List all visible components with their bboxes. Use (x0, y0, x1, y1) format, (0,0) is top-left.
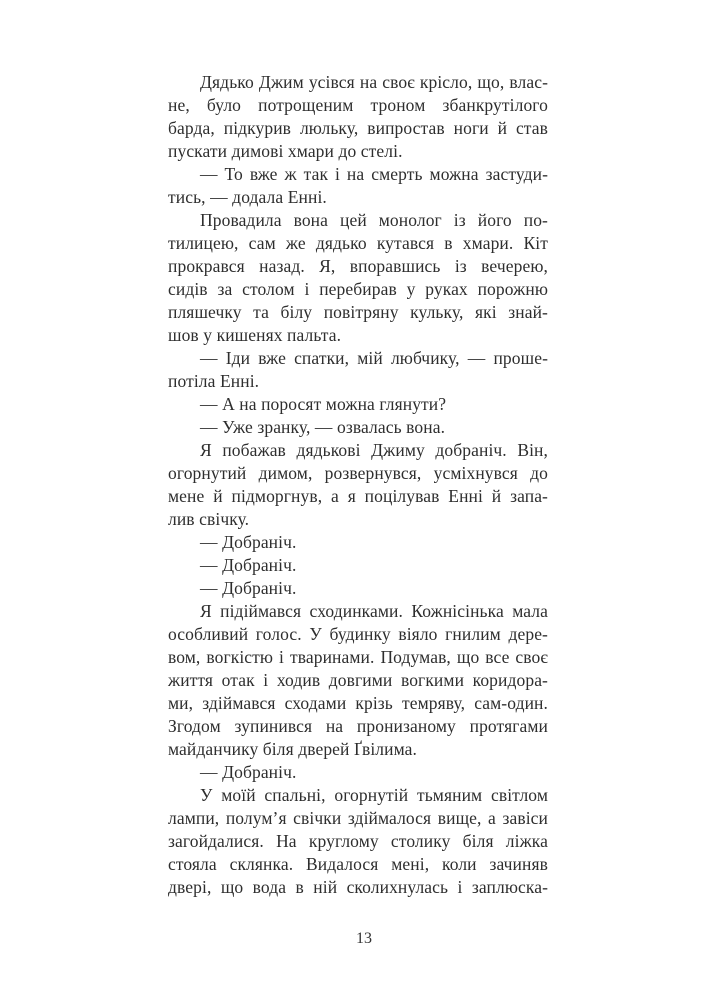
text-line: лив свічку. (168, 509, 250, 529)
text-line: — А на поросят можна глянути? (200, 394, 447, 414)
text-line: — Добраніч. (200, 762, 297, 782)
text-line: стояла склянка. Видалося мені, коли зачиняв (168, 854, 548, 874)
text-line: У моїй спальні, огорнутій тьмяним світлом (200, 785, 548, 805)
text-line: — Добраніч. (200, 555, 297, 575)
text-line: барда, підкурив люльку, випростав ноги й став (168, 118, 548, 138)
page-body-text (168, 71, 548, 899)
text-line: тись, — додала Енні. (168, 187, 327, 207)
text-line: Я побажав дядькові Джиму добраніч. Він, (200, 440, 548, 460)
text-line: — То вже ж так і на смерть можна застуди- (200, 164, 548, 184)
text-line: Згодом зупинився на пронизаному протягами (168, 716, 548, 736)
text-line: потіла Енні. (168, 371, 260, 391)
text-line: лампи, полум’я свічки здіймалося вище, а завіси (168, 808, 548, 828)
text-line: мене й підморгнув, а я поцілував Енні й запа- (168, 486, 548, 506)
text-line: пускати димові хмари до стелі. (168, 141, 403, 161)
text-line: сидів за столом і перебирав у руках порожню (168, 279, 548, 299)
text-line: пляшечку та білу повітряну кульку, які знай- (168, 302, 548, 322)
text-line: Провадила вона цей монолог із його по- (200, 210, 548, 230)
text-line: вом, вогкістю і тваринами. Подумав, що все своє (168, 647, 548, 667)
text-line: — Іди вже спатки, мій любчику, — проше- (200, 348, 548, 368)
text-line: двері, що вода в ній сколихнулась і заплюска- (168, 877, 548, 897)
text-line: життя отак і ходив довгими вогкими коридора- (168, 670, 548, 690)
text-line: — Добраніч. (200, 532, 297, 552)
text-line: не, було потрощеним троном збанкрутілого (168, 95, 548, 115)
text-line: — Добраніч. (200, 578, 297, 598)
text-line: ми, здіймався сходами крізь темряву, сам-один. (168, 693, 548, 713)
text-line: Я підіймався сходинками. Кожнісінька мала (200, 601, 548, 621)
text-line: — Уже зранку, — озвалась вона. (200, 417, 446, 437)
page-number: 13 (356, 930, 372, 947)
text-line: прокрався назад. Я, впоравшись із вечерею, (168, 256, 548, 276)
text-line: майданчику біля дверей Ґвілима. (168, 739, 417, 759)
text-line: Дядько Джим усівся на своє крісло, що, влас- (200, 72, 548, 92)
text-line: загойдалися. На круглому столику біля ліжка (168, 831, 548, 851)
text-line: шов у кишенях пальта. (168, 325, 342, 345)
text-line: тилицею, сам же дядько кутався в хмари. Кіт (168, 233, 548, 253)
text-line: огорнутий димом, розвернувся, усміхнувся до (168, 463, 548, 483)
text-line: особливий голос. У будинку віяло гнилим дере- (168, 624, 548, 644)
